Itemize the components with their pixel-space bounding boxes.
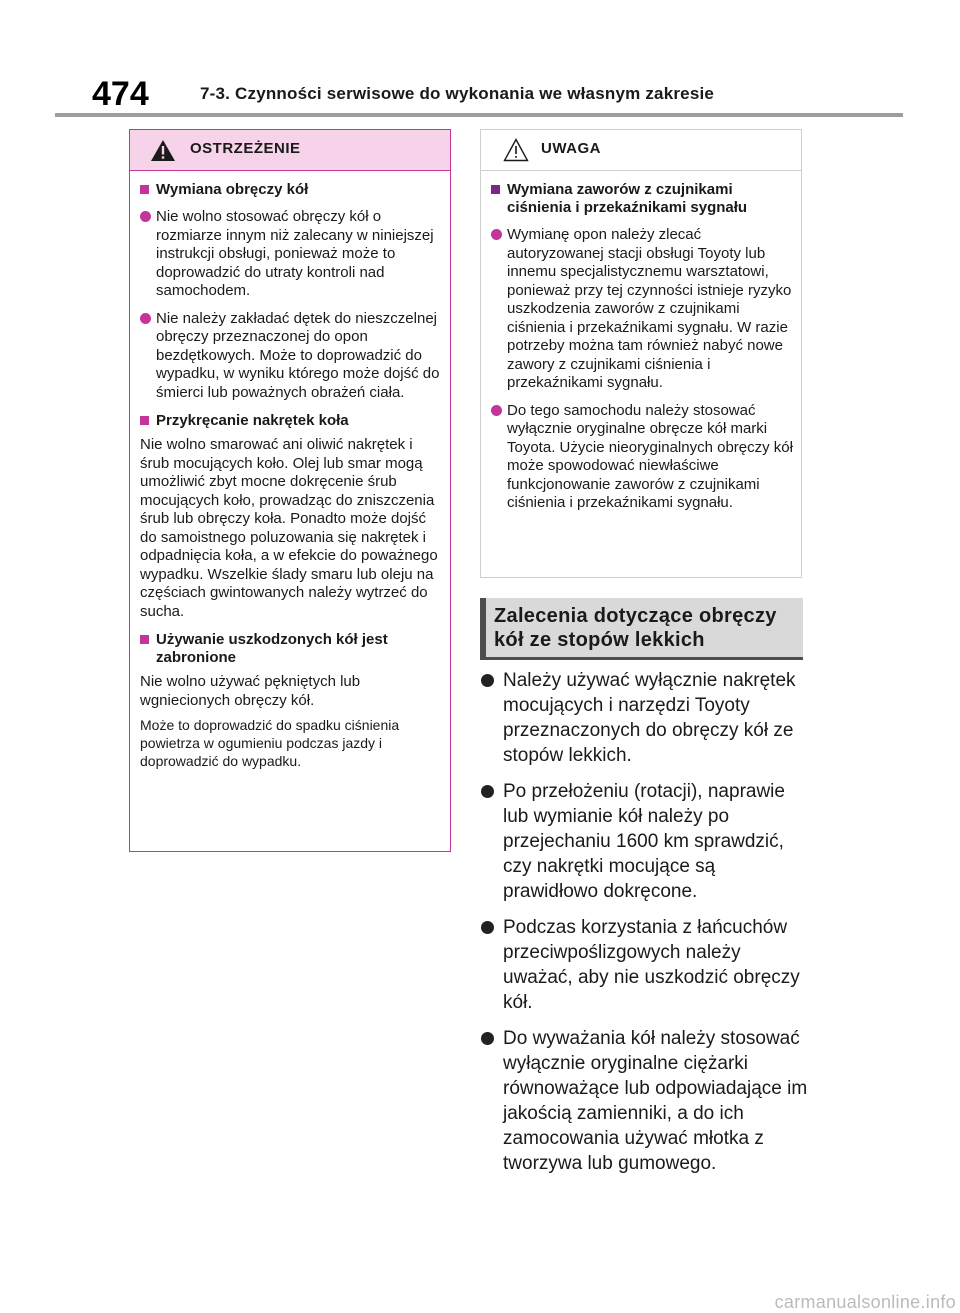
round-bullet-icon xyxy=(481,785,494,798)
warning-subheading: Wymiana obręczy kół xyxy=(140,181,442,199)
section-heading-text: Zalecenia dotyczące obręczy kół ze stopów lekkich xyxy=(494,605,777,651)
square-bullet-icon xyxy=(140,185,149,194)
round-bullet-icon xyxy=(491,229,502,240)
round-bullet-icon xyxy=(481,674,494,687)
warning-bullet: Nie wolno stosować obręczy kół o rozmiarze innym niż zalecany w niniejszej instrukcji obsługi, ponieważ może to doprowadzić do utraty kontroli nad samochodem. xyxy=(140,208,442,301)
notice-bullet: Wymianę opon należy zlecać autoryzowanej stacji obsługi Toyoty lub innemu specjalistycznemu warsztatowi, ponieważ przy tej czynności istnieje ryzyko uszkodzenia zaworów z czujnikami ciśnienia i przekaźnikami sygnału. W razie potrzeby można tam również nabyć nowe zawory z czujnikami ciśnienia i przekaźnikami sygnału. xyxy=(491,226,793,393)
list-item: Należy używać wyłącznie nakrętek mocujących i narzędzi Toyoty przeznaczonych do obręczy kół ze stopów lekkich. xyxy=(481,668,811,768)
round-bullet-icon xyxy=(140,211,151,222)
warning-box xyxy=(129,129,451,852)
list-item: Do wyważania kół należy stosować wyłącznie oryginalne ciężarki równoważące lub odpowiadające im jakością zamienniki, a do ich zamocowania używać młotka z tworzywa lub gumowego. xyxy=(481,1026,811,1176)
round-bullet-icon xyxy=(481,1032,494,1045)
list-item: Po przełożeniu (rotacji), naprawie lub wymianie kół należy po przejechaniu 1600 km sprawdzić, czy nakrętki mocujące są prawidłowo dokręcone. xyxy=(481,779,811,904)
round-bullet-icon xyxy=(491,405,502,416)
page-number: 474 xyxy=(92,75,149,113)
main-bullet-list xyxy=(481,668,811,1187)
section-title: 7-3. Czynności serwisowe do wykonania we własnym zakresie xyxy=(200,84,715,103)
round-bullet-icon xyxy=(481,921,494,934)
square-bullet-icon xyxy=(491,185,500,194)
watermark-text: carmanualsonline.info xyxy=(774,1292,956,1312)
warning-subheading: Używanie uszkodzonych kół jest zabronione xyxy=(140,631,442,667)
warning-paragraph: Może to doprowadzić do spadku ciśnienia powietrza w ogumieniu podczas jazdy i doprowadzić do wypadku. xyxy=(140,717,400,769)
warning-paragraph: Nie wolno używać pękniętych lub wgniecionych obręczy kół. xyxy=(140,673,361,709)
header-divider xyxy=(55,113,903,117)
round-bullet-icon xyxy=(140,313,151,324)
notice-bullet: Do tego samochodu należy stosować wyłącznie oryginalne obręcze kół marki Toyota. Użycie nieoryginalnych obręczy kół może spowodować niewłaściwe funkcjonowanie zaworów z czujnikami ciśnienia i przekaźnikami sygnału. xyxy=(491,402,793,513)
list-item: Podczas korzystania z łańcuchów przeciwpoślizgowych należy uważać, aby nie uszkodzić obręczy kół. xyxy=(481,915,811,1015)
warning-header xyxy=(130,130,450,171)
notice-box xyxy=(480,129,802,578)
section-heading xyxy=(480,598,803,660)
notice-header xyxy=(481,130,801,171)
notice-subheading: Wymiana zaworów z czujnikami ciśnienia i przekaźnikami sygnału xyxy=(491,181,793,217)
notice-label: UWAGA xyxy=(541,140,601,157)
square-bullet-icon xyxy=(140,635,149,644)
caution-triangle-icon xyxy=(503,138,529,162)
heading-accent-bar xyxy=(480,598,486,657)
warning-subheading: Przykręcanie nakrętek koła xyxy=(140,412,442,430)
page-header xyxy=(92,74,902,114)
warning-paragraph: Nie wolno smarować ani oliwić nakrętek i śrub mocujących koło. Olej lub smar mogą umożliwić zbyt mocne dokręcenie śrub mocujących koło, prowadząc do zniszczenia śrub lub obręczy koła. Ponadto może dojść do samoistnego poluzowania się nakrętek i odpadnięcia koła, a w efekcie do poważnego wypadku. Wszelkie ślady smaru lub oleju na częściach gwintowanych należy wytrzeć do sucha. xyxy=(140,436,438,620)
warning-label: OSTRZEŻENIE xyxy=(190,140,301,157)
warning-bullet: Nie należy zakładać dętek do nieszczelnej obręczy przeznaczonej do opon bezdętkowych. Może to doprowadzić do wypadku, w wyniku którego może dojść do śmierci lub poważnych obrażeń ciała. xyxy=(140,310,442,403)
warning-triangle-icon xyxy=(150,139,176,162)
square-bullet-icon xyxy=(140,416,149,425)
